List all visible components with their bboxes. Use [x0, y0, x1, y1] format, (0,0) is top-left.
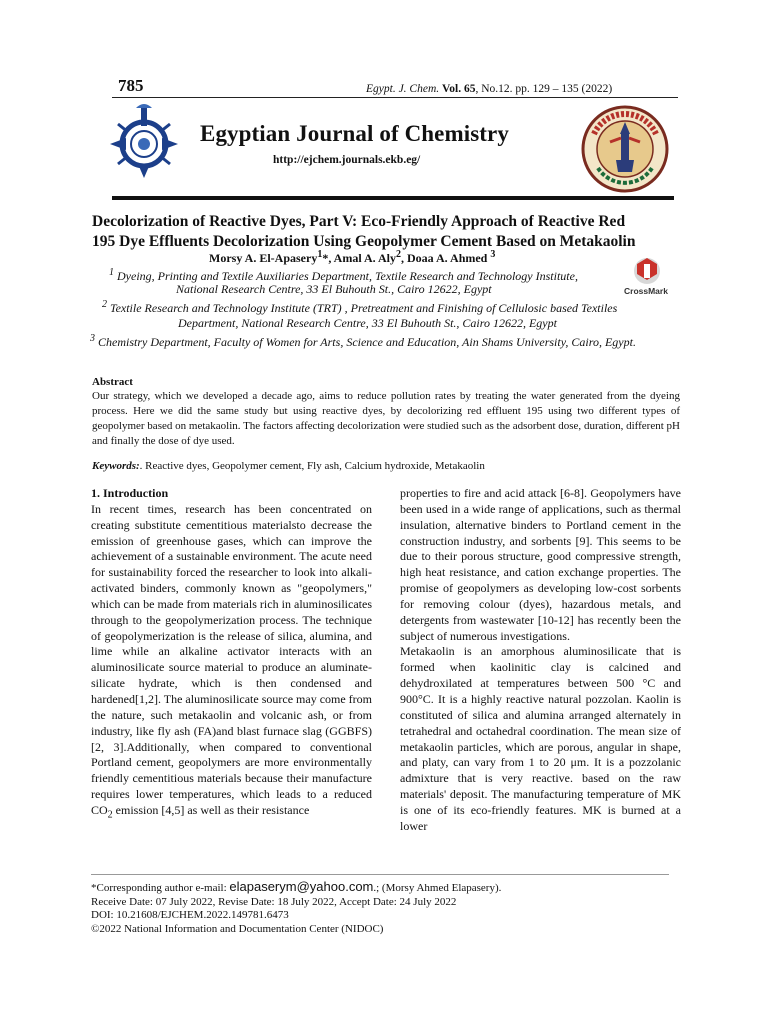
received-dates: Receive Date: 07 July 2022, Revise Date: 18 July 2022, Accept Date: 24 July 2022 [91, 895, 457, 908]
keywords-label: Keywords: [92, 460, 140, 472]
citation-line [366, 83, 612, 95]
affiliation-number: 1 [109, 267, 114, 278]
section-heading: 1. Introduction [91, 486, 169, 500]
citation-volume: Vol. 65 [442, 83, 476, 95]
society-seal-icon [580, 104, 670, 194]
crossmark-label: CrossMark [624, 286, 668, 296]
affiliation-1-cont: National Research Centre, 33 El Buhouth St., Cairo 12622, Egypt [176, 282, 492, 296]
paper-title-line-2: 195 Dye Effluents Decolorization Using Geopolymer Cement Based on Metakaolin [92, 233, 636, 250]
author-affiliation-mark: 2 [396, 249, 402, 260]
paper-title-line-1: Decolorization of Reactive Dyes, Part V: Eco-Friendly Approach of Reactive Red [92, 213, 626, 230]
paper-title [92, 212, 652, 252]
intro-text-tail: emission [4,5] as well as their resistance [112, 802, 310, 817]
copyright: ©2022 National Information and Documentation Center (NIDOC) [91, 922, 384, 935]
journal-title: Egyptian Journal of Chemistry [200, 121, 509, 146]
affiliation-3 [90, 331, 636, 350]
journal-url[interactable]: http://ejchem.journals.ekb.eg/ [273, 154, 421, 166]
author-list: Morsy A. El-Apasery$^1$*, Amal A. Aly$^2$, Doaa A. Ahmed $^3$ [209, 249, 496, 265]
header-rule [112, 97, 678, 98]
affiliation-2 [102, 297, 617, 316]
author-name: Amal A. Aly [333, 251, 397, 265]
co2-subscript: 2 [107, 809, 113, 821]
abstract-text: Our strategy, which we developed a decade ago, aims to reduce pollution rates by treating the water generated from the dyeing process. Here we did the same study but using reactive dyes, by decolorizing red effluent 195 using two different types of geopolymer based on metakaolin. The factors affecting decolorization were studied such as the adsorbent dose, duration, different pH and finally the dose of dye used. [92, 390, 680, 447]
author-affiliation-mark: 3 [490, 249, 496, 260]
author-email-link[interactable]: elapaserym@yahoo.com [229, 879, 374, 894]
footer-rule [91, 874, 669, 875]
affiliation-line: Chemistry Department, Faculty of Women for Arts, Science and Education, Ain Shams University, Cairo, Egypt. [98, 335, 636, 349]
author-affiliation-mark: 1 [317, 249, 323, 260]
corresponding-prefix: *Corresponding author e-mail: [91, 882, 230, 894]
affiliation-2-cont: Department, National Research Centre, 33 El Buhouth St., Cairo 12622, Egypt [178, 316, 557, 330]
header-thick-rule [112, 196, 674, 200]
corresponding-author [91, 880, 501, 896]
journal-logo-icon [106, 102, 182, 182]
corresponding-mark: * [322, 251, 329, 265]
footer-notes [91, 880, 501, 936]
intro-paragraph: properties to fire and acid attack [6-8]. Geopolymers have been used in a wide range of applications, such as thermal insulation, alternative binders to Portland cement in the construction industry, and sorbents [9]. This seems to be due to their porous structure, good compressive strength, high heat resistance, and cation exchange properties. The promise of geopolymers as developing low-cost sorbents for removing colour (dyes), hazardous metals, and detergents from wastewater [10-12] has recently been the subject of numerous investigations. [400, 486, 681, 643]
affiliation-line: Textile Research and Technology Institute (TRT) , Pretreatment and Finishing of Cellulosic based Textiles [110, 301, 618, 315]
keywords [92, 460, 485, 472]
intro-paragraph [91, 502, 372, 823]
intro-text: In recent times, research has been concentrated on creating substitute cementitious materialsto decrease the emission of greenhouse gases, which can improve the achievement of a sustainable environment. The acute need for sustainability forced the researcher to look into alkali-activated binders, commonly known as "geopolymers," which can be made from materials rich in aluminosilicates through to the geopolymerization process. The technique of geopolymerization is the release of silica, alumina, and lime while an alkaline activator interacts with an aluminosilicate source material to produce an aluminate-silicate hydrate, which is then condensed and hardened[1,2]. The aluminosilicate source may come from the nature, such metakaolin and volcanic ash, or from industry, like fly ash (FA)and blast furnace slag (GGBFS)[2, 3].Additionally, when compared to conventional Portland cement, geopolymers are more environmentally friendly cementitious materials because their manufacture requires lower temperatures, which leads to a reduced CO [91, 501, 373, 817]
affiliation-line: Dyeing, Printing and Textile Auxiliaries Department, Textile Research and Technology Institute, [117, 269, 578, 283]
intro-right-column [400, 486, 681, 835]
keywords-text: . Reactive dyes, Geopolymer cement, Fly ash, Calcium hydroxide, Metakaolin [139, 460, 485, 472]
metakaolin-paragraph: Metakaolin is an amorphous aluminosilicate that is formed when kaolinitic clay is calcined and dehydroxilated at temperatures between 500 °C and 900°C. It is a highly reactive natural pozzolan. Kaolin is constituted of silica and alumina arranged alternately in tetrahedral and octahedral coordination. The mean size of metakaolin particles, which are porous, angular in shape, and platy, can vary from 1 to 20 μm. It is a pozzolanic admixture that is very reactive. based on the raw materials' deposit. The manufacturing temperature of MK is one of its eco-friendly features. MK is burned at a lower [400, 644, 681, 833]
corresponding-suffix: .; (Morsy Ahmed Elapasery). [373, 882, 502, 894]
abstract-heading: Abstract [92, 376, 133, 388]
page-number: 785 [118, 76, 144, 95]
author-name: Doaa A. Ahmed [407, 251, 488, 265]
citation-journal: Egypt. J. Chem. [366, 83, 440, 95]
intro-left-column [91, 486, 372, 823]
affiliation-number: 3 [90, 333, 95, 344]
citation-rest: , No.12. pp. 129 – 135 (2022) [475, 83, 613, 95]
affiliation-number: 2 [102, 299, 107, 310]
doi[interactable]: DOI: 10.21608/EJCHEM.2022.149781.6473 [91, 909, 289, 922]
author-name: Morsy A. El-Apasery [209, 251, 318, 265]
